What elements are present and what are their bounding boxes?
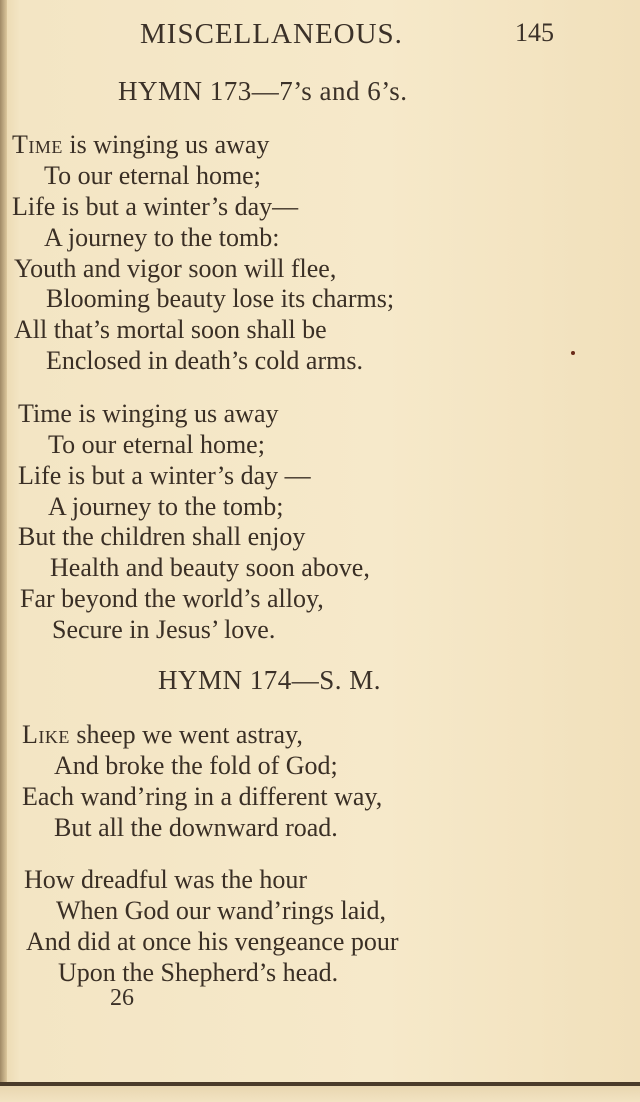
verse-line: Far beyond the world’s alloy,	[20, 584, 324, 613]
verse-line-rest: sheep we went astray,	[69, 720, 303, 749]
verse-line: Life is but a winter’s day —	[18, 461, 311, 490]
verse-line: To our eternal home;	[48, 430, 265, 459]
running-header: MISCELLANEOUS.	[140, 18, 403, 50]
verse-line: Blooming beauty lose its charms;	[46, 284, 395, 313]
verse-line: But the children shall enjoy	[18, 522, 306, 551]
verse-line: But all the downward road.	[54, 813, 338, 842]
verse-line: Each wand’ring in a different way,	[22, 782, 383, 811]
page-number: 145	[515, 18, 554, 47]
page-bottom-edge	[0, 1086, 640, 1102]
hymn-174-heading: HYMN 174—S. M.	[158, 665, 382, 695]
verse-line: How dreadful was the hour	[24, 865, 308, 894]
verse-line: Secure in Jesus’ love.	[52, 615, 276, 644]
verse-line: Time is winging us away	[18, 399, 279, 428]
verse-line: A journey to the tomb:	[44, 223, 280, 252]
verse-line: All that’s mortal soon shall be	[14, 315, 327, 344]
verse-line: To our eternal home;	[44, 161, 261, 190]
signature-mark: 26	[110, 985, 134, 1011]
verse-initial-word: Time	[12, 130, 63, 159]
verse-line: And did at once his vengeance pour	[26, 927, 399, 956]
verse-line: Health and beauty soon above,	[50, 553, 370, 582]
verse-line: When God our wand’rings laid,	[56, 896, 386, 925]
verse-line: Life is but a winter’s day—	[12, 192, 299, 221]
hymn-173-heading: HYMN 173—7’s and 6’s.	[118, 76, 408, 106]
verse-line: A journey to the tomb;	[48, 492, 284, 521]
page-gutter	[0, 0, 7, 1102]
verse-line: And broke the fold of God;	[54, 751, 338, 780]
ink-speck	[571, 351, 575, 355]
verse-line: Enclosed in death’s cold arms.	[46, 346, 363, 375]
verse-line: Upon the Shepherd’s head.	[58, 958, 339, 987]
verse-initial-word: Like	[22, 720, 70, 749]
verse-line-rest: is winging us away	[62, 130, 270, 159]
verse-line	[22, 720, 303, 750]
verse-line: Youth and vigor soon will flee,	[14, 254, 337, 283]
verse-line	[12, 130, 269, 160]
